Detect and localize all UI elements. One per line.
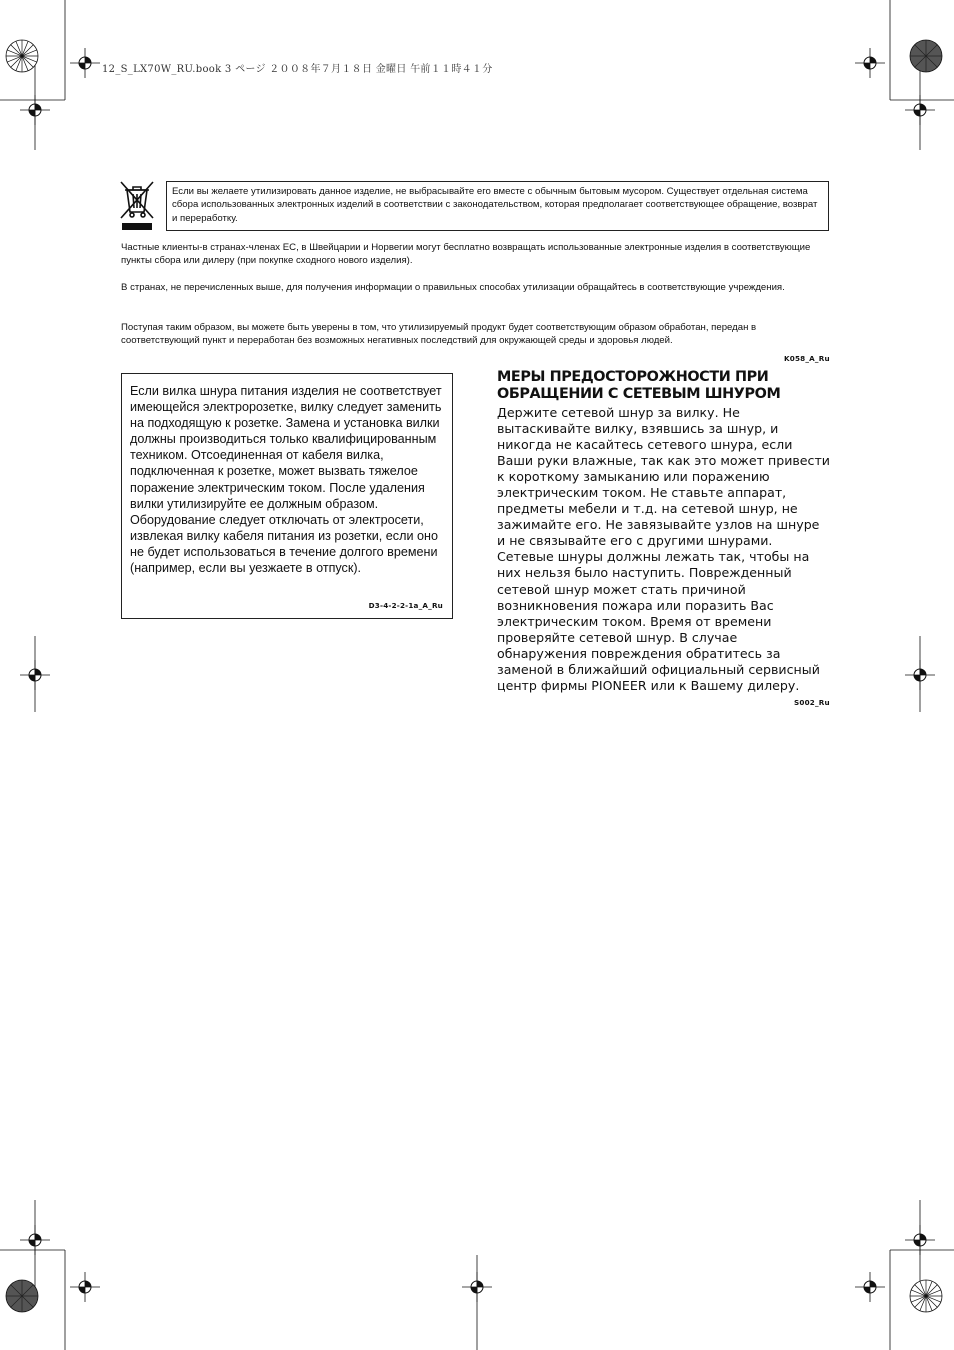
weee-paragraph-2: В странах, не перечисленных выше, для получения информации о правильных способах утилизации обращайтесь в соответствующие учреждения. <box>121 282 785 293</box>
power-cord-code: S002_Ru <box>794 698 830 707</box>
registration-mark-icon <box>70 48 100 78</box>
registration-mark-icon <box>20 1225 50 1255</box>
registration-mark-icon <box>905 95 935 125</box>
registration-mark-icon <box>905 660 935 690</box>
star-target-icon <box>908 38 944 74</box>
weee-paragraph-3: Поступая таким образом, вы можете быть уверены в том, что утилизируемый продукт будет соответствующим образом обработан, передан в соответствующий пункт и переработан без возможных негативных последствий для окружающей среды и здоровья людей. <box>121 322 757 347</box>
registration-mark-icon <box>905 1225 935 1255</box>
registration-mark-icon <box>20 660 50 690</box>
star-target-icon <box>4 1278 40 1314</box>
weee-code: K058_A_Ru <box>784 354 830 363</box>
plug-notice-text: Если вилка шнура питания изделия не соответствует имеющейся электророзетке, вилку следует заменить на подходящую к розетке. Замена и установка вилки должны производиться только квалифицированным техником. Отсоединенная от кабеля вилка, подключенная к розетке, может вызвать тяжелое поражение электрическим током. После удаления вилки утилизируйте ее должным образом. Оборудование следует отключать от электросети, извлекая вилку кабеля питания из розетки, если оно не будет использоваться в течение долгого времени (например, если вы уезжаете в отпуск). <box>130 384 442 576</box>
weee-paragraph-1: Частные клиенты-в странах-членах ЕС, в Швейцарии и Норвегии могут бесплатно возвращать использованные электронные изделия в соответствующие пункты сбора или дилеру (при покупке сходного нового изделия). <box>121 242 811 267</box>
star-target-icon <box>908 1278 944 1314</box>
plug-notice-code: D3-4-2-2-1a_A_Ru <box>368 601 443 610</box>
print-header: 12_S_LX70W_RU.book 3 ページ ２００８年７月１８日 金曜日 午前１１時４１分 <box>102 64 493 75</box>
registration-mark-icon <box>20 95 50 125</box>
registration-mark-icon <box>855 1272 885 1302</box>
registration-mark-icon <box>70 1272 100 1302</box>
registration-mark-icon <box>462 1272 492 1302</box>
weee-notice-box: Если вы желаете утилизировать данное изделие, не выбрасывайте его вместе с обычным бытовым мусором. Существует отдельная система сбора использованных электронных изделий в соответствии с законодательством, которая предполагает соответствующее обращение, возврат и переработку. <box>166 181 829 231</box>
star-target-icon <box>4 38 40 74</box>
crossed-out-wheelie-bin-icon <box>118 180 156 232</box>
plug-notice-box <box>121 373 453 619</box>
power-cord-body: Держите сетевой шнур за вилку. Не вытаскивайте вилку, взявшись за шнур, и никогда не касайтесь сетевого шнура, если Ваши руки влажные, так как это может привести к короткому замыканию или поражению электрическим током. Не ставьте аппарат, предметы мебели и т.д. на сетевой шнур, не зажимайте его. Не завязывайте узлов на шнуре и не связывайте его с другими шнурами. Сетевые шнуры должны лежать так, чтобы на них нельзя было наступить. Поврежденный сетевой шнур может стать причиной возникновения пожара или поразить Вас электрическим током. Время от времени проверяйте сетевой шнур. В случае обнаружения повреждения обратитесь за заменой в ближайший официальный сервисный центр фирмы PIONEER или к Вашему дилеру. <box>497 405 830 693</box>
power-cord-title: МЕРЫ ПРЕДОСТОРОЖНОСТИ ПРИ ОБРАЩЕНИИ С СЕТЕВЫМ ШНУРОМ <box>497 369 781 402</box>
registration-mark-icon <box>855 48 885 78</box>
